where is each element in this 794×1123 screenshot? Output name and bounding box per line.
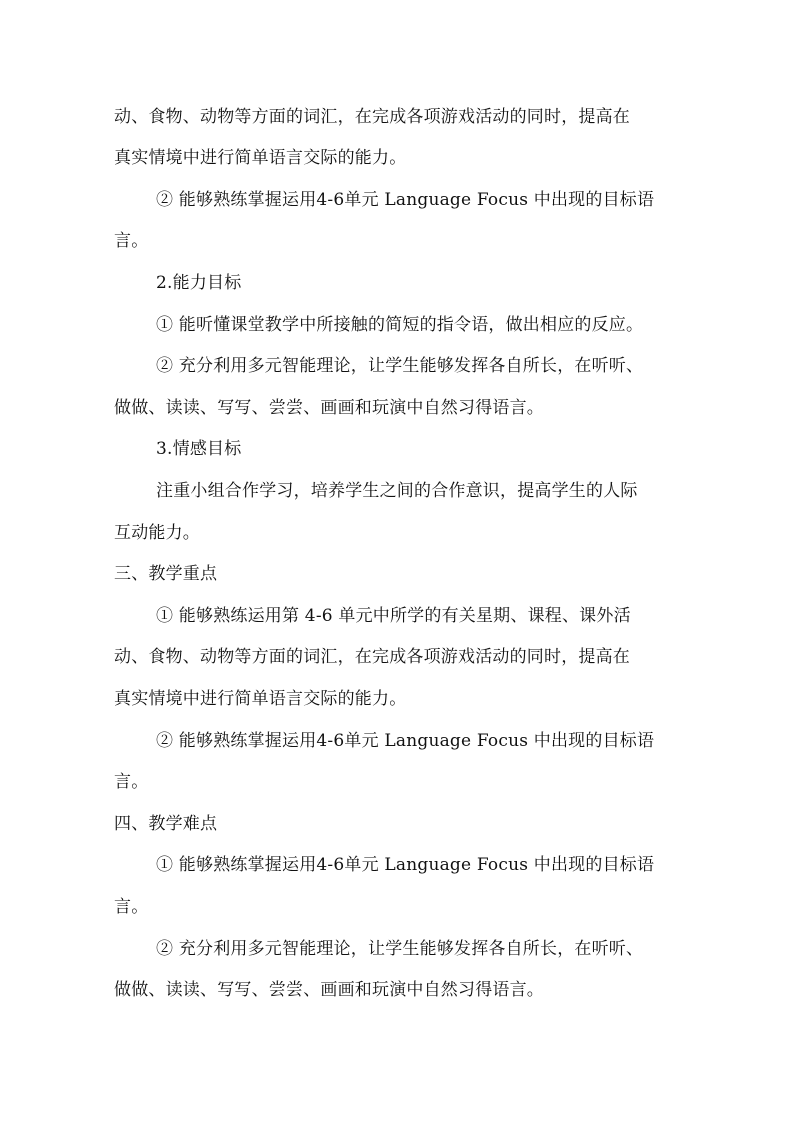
section-heading: 2.能力目标	[156, 273, 242, 293]
paragraph-line: 做做、读读、写写、尝尝、画画和玩演中自然习得语言。	[114, 398, 544, 418]
paragraph-line: 真实情境中进行简单语言交际的能力。	[114, 148, 407, 168]
paragraph-line: 注重小组合作学习，培养学生之间的合作意识，提高学生的人际	[156, 481, 638, 501]
paragraph-line: ② 充分利用多元智能理论，让学生能够发挥各自所长，在听听、	[156, 356, 644, 376]
paragraph-line: 互动能力。	[114, 523, 200, 543]
paragraph-line: 动、食物、动物等方面的词汇，在完成各项游戏活动的同时，提高在	[114, 107, 630, 127]
paragraph-line: ② 充分利用多元智能理论，让学生能够发挥各自所长，在听听、	[156, 939, 644, 959]
section-heading: 3.情感目标	[156, 439, 242, 459]
paragraph-line: ② 能够熟练掌握运用4-6单元 Language Focus 中出现的目标语	[156, 731, 655, 751]
section-heading: 四、教学难点	[114, 814, 218, 834]
paragraph-line: 言。	[114, 897, 149, 917]
paragraph-line: ① 能够熟练运用第 4-6 单元中所学的有关星期、课程、课外活	[156, 606, 631, 626]
paragraph-line: 动、食物、动物等方面的词汇，在完成各项游戏活动的同时，提高在	[114, 647, 630, 667]
section-heading: 三、教学重点	[114, 564, 218, 584]
paragraph-line: ② 能够熟练掌握运用4-6单元 Language Focus 中出现的目标语	[156, 190, 655, 210]
paragraph-line: 做做、读读、写写、尝尝、画画和玩演中自然习得语言。	[114, 980, 544, 1000]
paragraph-line: 言。	[114, 231, 149, 251]
paragraph-line: ① 能听懂课堂教学中所接触的简短的指令语，做出相应的反应。	[156, 315, 644, 335]
paragraph-line: ① 能够熟练掌握运用4-6单元 Language Focus 中出现的目标语	[156, 855, 655, 875]
paragraph-line: 言。	[114, 772, 149, 792]
paragraph-line: 真实情境中进行简单语言交际的能力。	[114, 689, 407, 709]
